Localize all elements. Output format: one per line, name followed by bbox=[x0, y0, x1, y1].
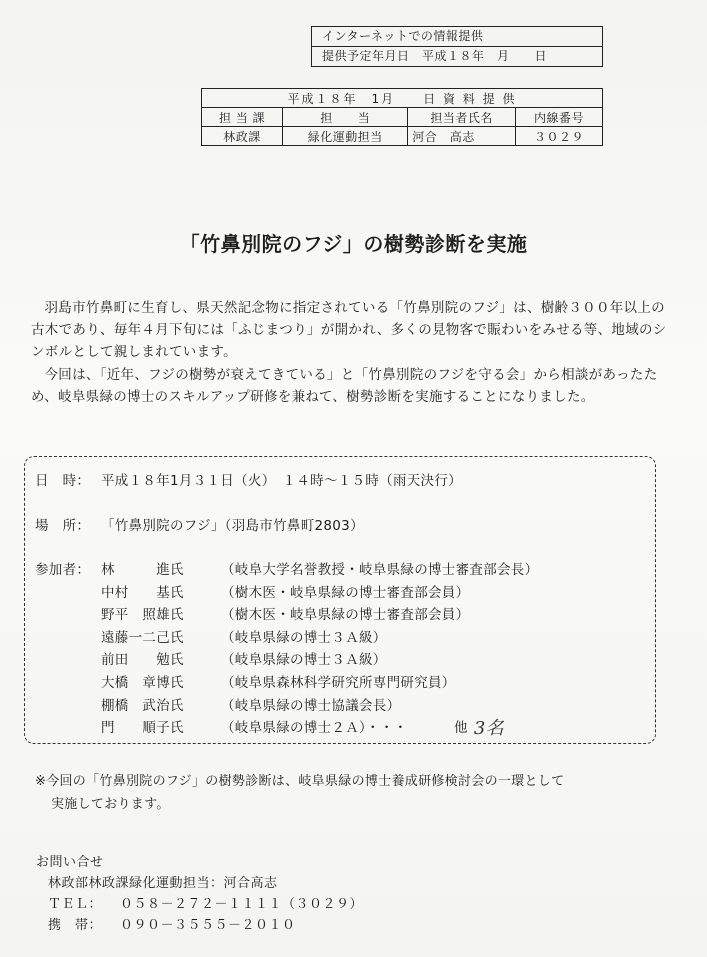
document-title: 「竹鼻別院のフジ」の樹勢診断を実施 bbox=[179, 232, 528, 256]
participant-role: （樹木医・岐阜県緑の博士審査部会員） bbox=[221, 607, 470, 624]
mobile-value: ０９０－３５５５－２０１０ bbox=[120, 918, 296, 933]
tel-label: ＴＥＬ： bbox=[48, 897, 103, 912]
participant-role: （岐阜大学名誉教授・岐阜県緑の博士審査部会長） bbox=[221, 562, 539, 578]
handwritten-count: 3名 bbox=[473, 718, 504, 740]
participant-row bbox=[35, 695, 538, 718]
column-header-section: 担 当 課 bbox=[202, 108, 283, 127]
column-header-person: 担当者氏名 bbox=[408, 108, 516, 127]
participant-role: （岐阜県緑の博士協議会長） bbox=[221, 697, 401, 714]
place-row bbox=[35, 514, 364, 534]
place-value: 「竹鼻別院のフジ」（羽島市竹鼻町2803） bbox=[101, 518, 364, 534]
participant-name: 林 進氏 bbox=[101, 562, 184, 578]
footnote-line-1: ※今回の「竹鼻別院のフジ」の樹勢診断は、岐阜県緑の博士養成研修検討会の一環として bbox=[35, 774, 565, 789]
participant-name: 遠藤一二己氏 bbox=[101, 629, 184, 646]
contact-mobile-row bbox=[36, 915, 363, 936]
contact-block bbox=[36, 852, 363, 936]
paragraph-1: 羽島市竹鼻町に生育し、県天然記念物に指定されている「竹鼻別院のフジ」は、樹齢３００年以上の古木であり、毎年４月下旬には「ふじまつり」が開かれ、多くの見物客で賑わいをみせる等、地域のシンボルとして親しまれています。 bbox=[31, 300, 667, 360]
datetime-row bbox=[35, 469, 462, 489]
paragraph-2: 今回は、「近年、フジの樹勢が衰えてきている」と「竹鼻別院のフジを守る会」から相談があったため、岐阜県緑の博士のスキルアップ研修を兼ねて、樹勢診断を実施することになりました。 bbox=[31, 367, 658, 405]
participant-name: 前田 勉氏 bbox=[101, 652, 184, 669]
participant-row bbox=[35, 649, 538, 672]
participant-name: 棚橋 武治氏 bbox=[101, 697, 184, 714]
datetime-label: 日 時： bbox=[35, 473, 91, 489]
cell-person: 河合 高志 bbox=[408, 127, 516, 146]
column-header-charge: 担 当 bbox=[283, 108, 408, 127]
resource-table-header: 平成１８年 1月 日 資 料 提 供 bbox=[202, 89, 603, 108]
cell-charge: 緑化運動担当 bbox=[283, 127, 408, 146]
column-header-extension: 内線番号 bbox=[515, 108, 602, 127]
datetime-value: 平成１８年1月３１日（火） １４時～１５時（雨天決行） bbox=[101, 473, 462, 489]
contact-tel-row bbox=[36, 894, 363, 915]
cell-extension: ３０２９ bbox=[515, 127, 602, 146]
others-label: 他 bbox=[454, 720, 468, 737]
participant-row bbox=[35, 672, 538, 695]
participant-row bbox=[35, 604, 538, 627]
event-details-box bbox=[24, 456, 656, 744]
contact-heading: お問い合せ bbox=[36, 855, 104, 870]
participant-row bbox=[35, 559, 538, 582]
reason-paragraph bbox=[31, 364, 671, 408]
participant-name: 中村 基氏 bbox=[101, 584, 184, 601]
participant-row bbox=[35, 627, 538, 650]
participant-role: （岐阜県緑の博士３Ａ級） bbox=[221, 652, 387, 669]
participants-label: 参加者： bbox=[35, 562, 91, 578]
participant-role: （樹木医・岐阜県緑の博士審査部会員） bbox=[221, 584, 470, 601]
participant-name: 門 順子氏 bbox=[101, 720, 184, 737]
mobile-label: 携 帯： bbox=[48, 918, 103, 933]
participant-role: （岐阜県緑の博士３Ａ級） bbox=[221, 629, 387, 646]
internet-info-box bbox=[311, 26, 603, 67]
participant-row bbox=[35, 582, 538, 605]
place-label: 場 所： bbox=[35, 518, 91, 534]
tel-value: ０５８－２７２－１１１１（３０２９） bbox=[120, 897, 364, 912]
scheduled-date-line: 提供予定年月日 平成１８年 月 日 bbox=[312, 46, 602, 66]
footnote bbox=[35, 770, 675, 816]
resource-table bbox=[201, 88, 603, 146]
internet-info-title: インターネットでの情報提供 bbox=[322, 29, 484, 43]
participant-role: （岐阜県森林科学研究所専門研究員） bbox=[221, 674, 456, 691]
participant-role: （岐阜県緑の博士２Ａ）・・・ bbox=[221, 720, 408, 737]
contact-department: 林政部林政課緑化運動担当：河合高志 bbox=[48, 876, 278, 891]
participant-name: 大橋 章博氏 bbox=[101, 674, 184, 691]
participant-name: 野平 照雄氏 bbox=[101, 607, 184, 624]
participant-row bbox=[35, 717, 538, 740]
cell-section: 林政課 bbox=[202, 127, 283, 146]
intro-paragraph bbox=[31, 297, 671, 363]
participants-list bbox=[35, 559, 538, 740]
footnote-line-2: 実施しております。 bbox=[51, 797, 170, 812]
